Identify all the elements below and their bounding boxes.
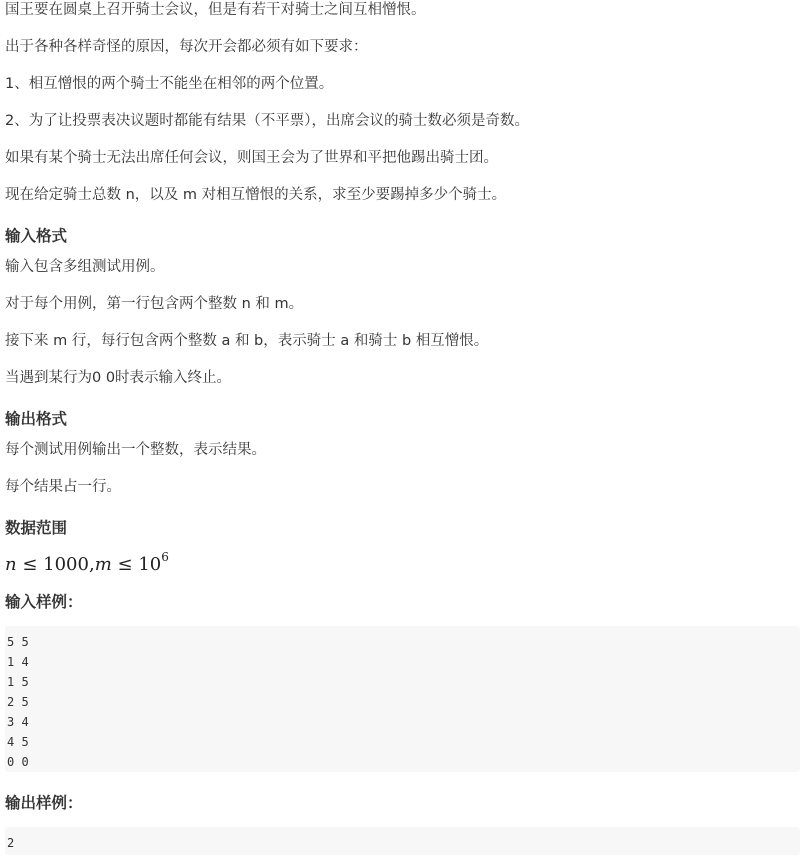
code-line: 0 0 <box>7 755 29 769</box>
code-line: 1 5 <box>7 675 29 689</box>
description-paragraph: 2、为了让投票表决议题时都能有结果（不平票），出席会议的骑士数必须是奇数。 <box>5 113 529 129</box>
code-line: 5 5 <box>7 635 29 649</box>
sample-input-heading: 输入样例： <box>5 593 83 611</box>
input-format-paragraph: 接下来 m 行，每行包含两个整数 a 和 b，表示骑士 a 和骑士 b 相互憎恨。 <box>5 333 489 349</box>
description-paragraph: 1、相互憎恨的两个骑士不能坐在相邻的两个位置。 <box>5 76 334 92</box>
formula-le-symbol: ≤ <box>117 554 133 575</box>
input-format-paragraph: 当遇到某行为0 0时表示输入终止。 <box>5 370 232 386</box>
output-format-paragraph: 每个测试用例输出一个整数，表示结果。 <box>5 442 266 458</box>
description-paragraph: 出于各种各样奇怪的原因，每次开会都必须有如下要求： <box>5 39 368 55</box>
input-format-heading: 输入格式 <box>5 227 68 245</box>
sample-output-heading: 输出样例： <box>5 794 83 812</box>
sample-output-code-block[interactable] <box>5 827 800 855</box>
input-format-paragraph: 对于每个用例，第一行包含两个整数 n 和 m。 <box>5 296 304 312</box>
formula-exponent: 6 <box>161 550 169 564</box>
sample-input-code-block[interactable] <box>5 626 800 772</box>
code-line: 4 5 <box>7 735 29 749</box>
data-range-formula <box>5 547 169 577</box>
code-line: 2 5 <box>7 695 29 709</box>
code-line: 2 <box>7 836 15 850</box>
formula-le-symbol: ≤ <box>22 554 38 575</box>
description-paragraph: 国王要在圆桌上召开骑士会议，但是有若干对骑士之间互相憎恨。 <box>5 2 426 18</box>
data-range-heading: 数据范围 <box>5 519 68 537</box>
formula-var-m: m <box>94 554 112 575</box>
output-format-paragraph: 每个结果占一行。 <box>5 479 121 495</box>
formula-var-n: n <box>5 554 17 575</box>
description-paragraph: 如果有某个骑士无法出席任何会议，则国王会为了世界和平把他踢出骑士团。 <box>5 150 498 166</box>
code-line: 1 4 <box>7 655 29 669</box>
output-format-heading: 输出格式 <box>5 410 68 428</box>
code-line: 3 4 <box>7 715 29 729</box>
input-format-paragraph: 输入包含多组测试用例。 <box>5 259 165 275</box>
formula-n-max: 1000, <box>43 554 95 575</box>
description-paragraph: 现在给定骑士总数 n，以及 m 对相互憎恨的关系，求至少要踢掉多少个骑士。 <box>5 187 507 203</box>
formula-base: 10 <box>138 554 162 575</box>
